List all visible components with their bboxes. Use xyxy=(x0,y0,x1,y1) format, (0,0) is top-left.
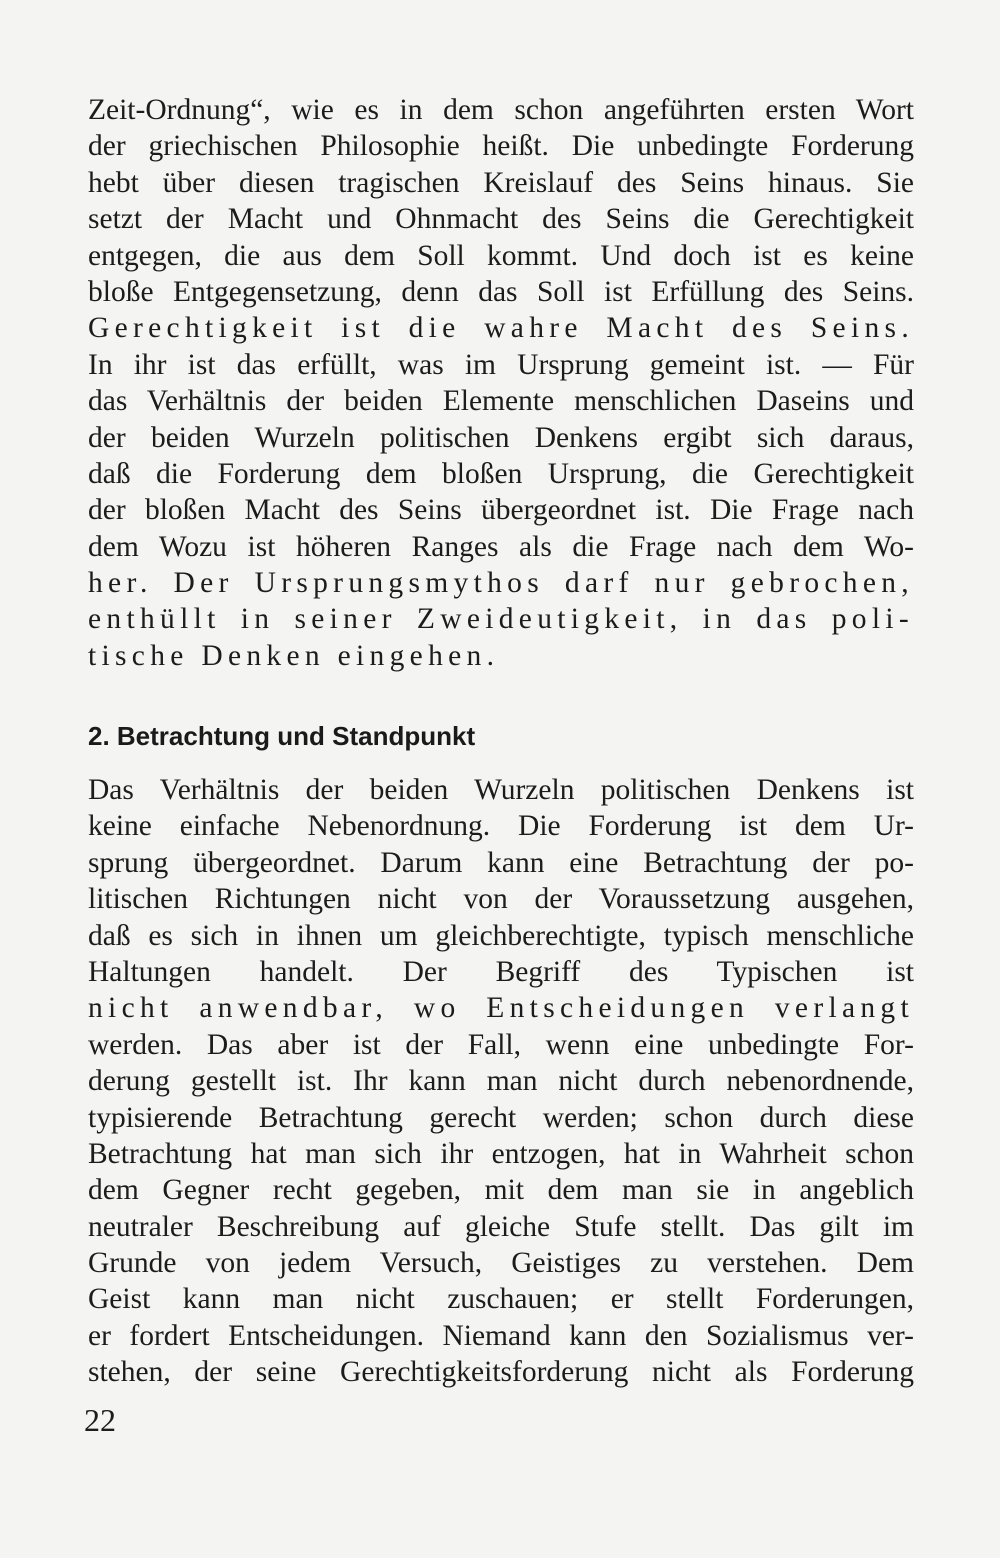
text-line-emphasized: enthüllt in seiner Zweideutigkeit, in das poli- xyxy=(88,603,914,636)
text-line: Betrachtung hat man sich ihr entzogen, hat in Wahrheit schon xyxy=(88,1137,914,1170)
text-line-emphasized: Gerechtigkeit ist die wahre Macht des Seins. xyxy=(88,312,914,345)
page-number: 22 xyxy=(84,1402,116,1438)
text-line: Geist kann man nicht zuschauen; er stellt Forderungen, xyxy=(88,1283,914,1316)
text-line: er fordert Entscheidungen. Niemand kann den Sozialismus ver- xyxy=(88,1319,914,1352)
text-line: Grunde von jedem Versuch, Geistiges zu verstehen. Dem xyxy=(88,1247,914,1280)
text-line-emphasized: her. Der Ursprungsmythos darf nur gebrochen, xyxy=(88,567,914,600)
text-line-emphasized: tische Denken eingehen. xyxy=(88,639,500,672)
text-line-emphasized: nicht anwendbar, wo Entscheidungen verlangt xyxy=(88,992,914,1025)
text-line: stehen, der seine Gerechtigkeitsforderung nicht als Forderung xyxy=(88,1356,914,1389)
text-line: neutraler Beschreibung auf gleiche Stufe stellt. Das gilt im xyxy=(88,1210,914,1243)
text-line: derung gestellt ist. Ihr kann man nicht durch nebenordnende, xyxy=(88,1065,914,1098)
text-line: werden. Das aber ist der Fall, wenn eine unbedingte For- xyxy=(88,1028,914,1061)
text-line: litischen Richtungen nicht von der Voraussetzung ausgehen, xyxy=(88,883,914,916)
text-line: daß die Forderung dem bloßen Ursprung, die Gerechtigkeit xyxy=(88,457,914,490)
text-line: dem Wozu ist höheren Ranges als die Frage nach dem Wo- xyxy=(88,530,914,563)
text-line: keine einfache Nebenordnung. Die Forderung ist dem Ur- xyxy=(88,810,914,843)
text-line: Zeit-Ordnung“, wie es in dem schon angeführten ersten Wort xyxy=(88,94,914,126)
text-line: der griechischen Philosophie heißt. Die unbedingte Forderung xyxy=(88,130,914,163)
text-line: bloße Entgegensetzung, denn das Soll ist Erfüllung des Seins. xyxy=(88,275,914,308)
text-line: setzt der Macht und Ohnmacht des Seins die Gerechtigkeit xyxy=(88,203,914,236)
paragraph-2 xyxy=(88,772,914,1391)
text-line: Das Verhältnis der beiden Wurzeln politischen Denkens ist xyxy=(88,774,914,806)
text-line: In ihr ist das erfüllt, was im Ursprung gemeint ist. — Für xyxy=(88,348,914,381)
paragraph-1 xyxy=(88,92,914,674)
text-line: sprung übergeordnet. Darum kann eine Betrachtung der po- xyxy=(88,846,914,879)
text-line: entgegen, die aus dem Soll kommt. Und doch ist es keine xyxy=(88,239,914,272)
text-line: hebt über diesen tragischen Kreislauf des Seins hinaus. Sie xyxy=(88,166,914,199)
text-line: typisierende Betrachtung gerecht werden; schon durch diese xyxy=(88,1101,914,1134)
text-line: der beiden Wurzeln politischen Denkens ergibt sich daraus, xyxy=(88,421,914,454)
text-line: dem Gegner recht gegeben, mit dem man sie in angeblich xyxy=(88,1174,914,1207)
section-heading: 2. Betrachtung und Standpunkt xyxy=(88,721,476,751)
text-line: der bloßen Macht des Seins übergeordnet ist. Die Frage nach xyxy=(88,494,914,527)
text-line: das Verhältnis der beiden Elemente menschlichen Daseins und xyxy=(88,385,914,418)
text-line: daß es sich in ihnen um gleichberechtigte, typisch menschliche xyxy=(88,919,914,952)
text-line-partly-emphasized: Haltungen handelt. Der Begriff des Typischen ist xyxy=(88,955,914,988)
